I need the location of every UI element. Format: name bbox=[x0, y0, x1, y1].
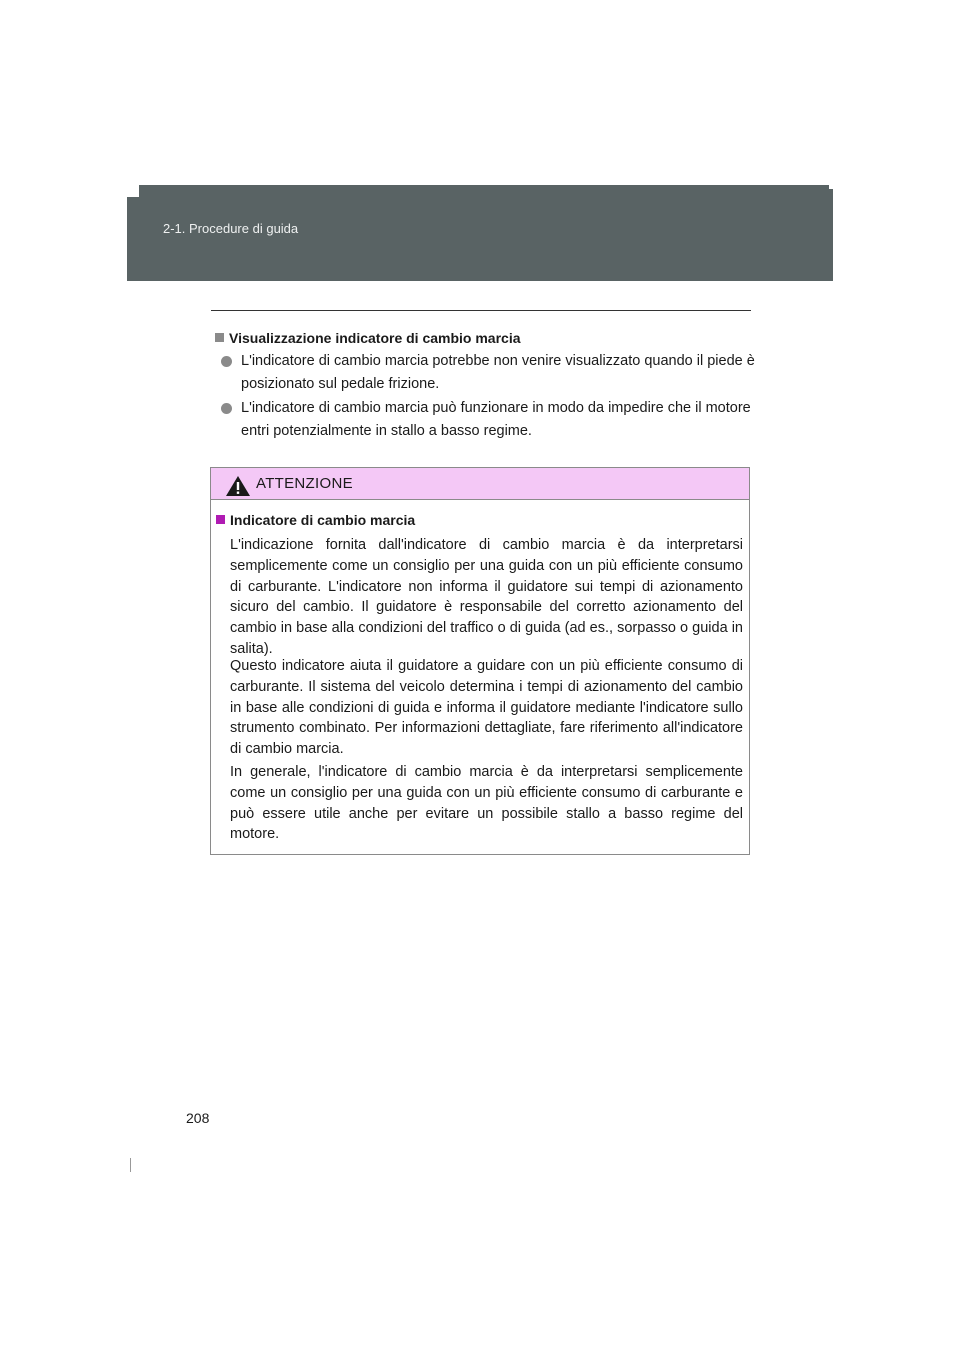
warning-paragraph: Questo indicatore aiuta il guidatore a guidare con un più efficiente consumo di carburante. Il sistema del veicolo determina i tempi di azionamento del cambio in base alle condizioni di guida e informa il guidatore mediante l'indicatore sullo strumento combinato. Per informazioni dettagliate, fare riferimento all'indicatore di cambio marcia. bbox=[230, 658, 743, 758]
warning-header bbox=[211, 468, 749, 500]
divider bbox=[211, 310, 751, 311]
warning-paragraph: L'indicazione fornita dall'indicatore di cambio marcia è da interpretarsi semplicemente come un consiglio per una guida con un più efficiente consumo di carburante. L'indicatore non informa il guidatore sui tempi di azionamento sicuro del cambio. Il guidatore è responsabile del corretto azionamento del cambio in base alla condizioni del traffico o di guida (ad es., sorpasso o guida in salita). bbox=[230, 537, 743, 657]
page-number: 208 bbox=[186, 1110, 210, 1126]
square-bullet-icon bbox=[216, 515, 225, 524]
warning-subheading-text: Indicatore di cambio marcia bbox=[230, 512, 416, 528]
list-item bbox=[221, 397, 761, 443]
square-bullet-icon bbox=[215, 333, 224, 342]
list-item-text: L'indicatore di cambio marcia potrebbe non venire visualizzato quando il piede è posizionato sul pedale frizione. bbox=[241, 353, 755, 392]
circle-bullet-icon bbox=[221, 403, 232, 414]
warning-paragraph: In generale, l'indicatore di cambio marcia è da interpretarsi semplicemente come un consiglio per una guida con un più efficiente consumo di carburante e può essere utile anche per evitare un possibile stallo a basso regime del motore. bbox=[230, 764, 743, 843]
crop-mark bbox=[130, 1158, 131, 1172]
warning-box bbox=[210, 467, 750, 855]
list-item-text: L'indicatore di cambio marcia può funzionare in modo da impedire che il motore entri potenzialmente in stallo a basso regime. bbox=[241, 400, 751, 439]
section-title: 2-1. Procedure di guida bbox=[163, 221, 299, 236]
section-heading bbox=[215, 330, 521, 346]
header-corner-notch bbox=[127, 185, 139, 197]
header-corner-mark bbox=[829, 185, 833, 189]
warning-label: ATTENZIONE bbox=[256, 475, 353, 492]
warning-triangle-icon bbox=[225, 475, 251, 497]
list-item bbox=[221, 350, 761, 396]
warning-subheading bbox=[216, 512, 415, 528]
heading-text: Visualizzazione indicatore di cambio marcia bbox=[229, 330, 521, 346]
circle-bullet-icon bbox=[221, 356, 232, 367]
